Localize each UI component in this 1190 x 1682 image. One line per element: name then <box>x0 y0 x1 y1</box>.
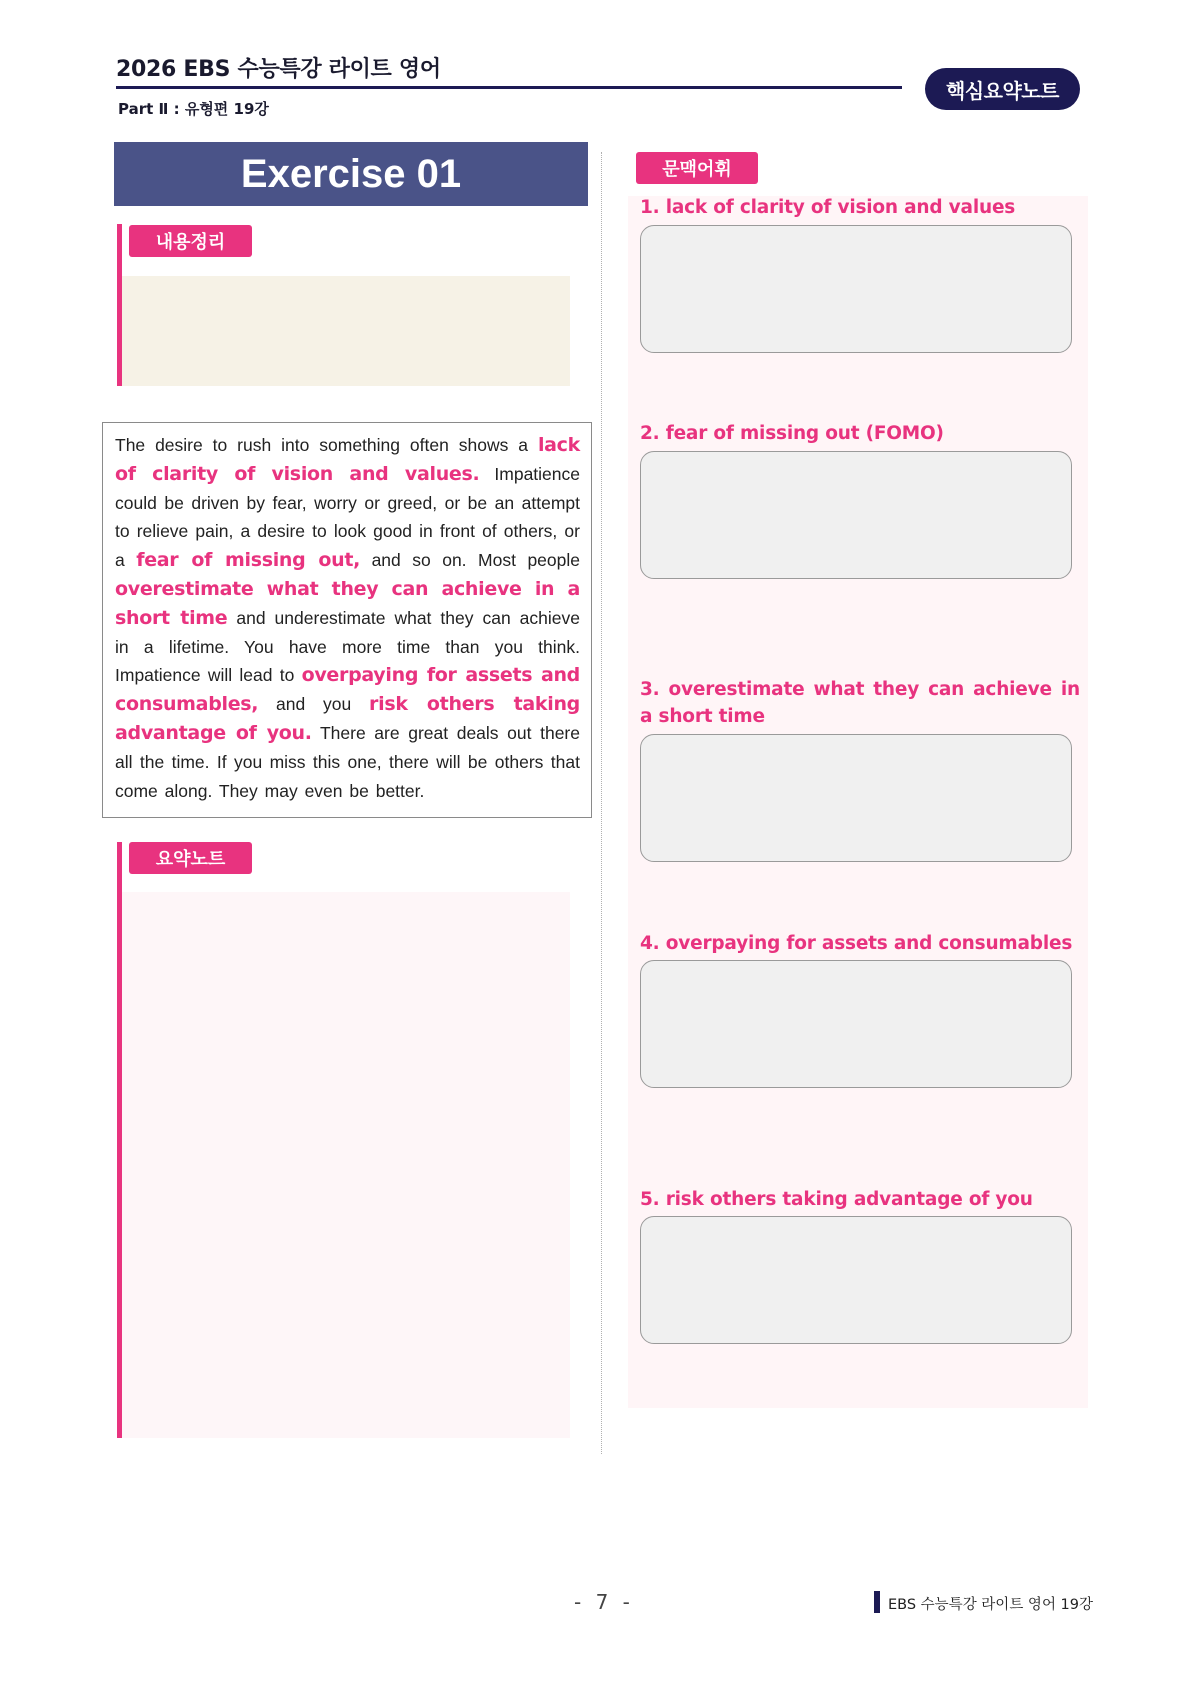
passage-segment: and underestimate what they can achieve in a lifetime. You have more time than you think. Impatience will lead to <box>115 607 580 686</box>
highlighted-phrase: lack of clarity of vision and values. <box>115 434 580 485</box>
section-badge: 핵심요약노트 <box>925 68 1080 110</box>
content-summary-tag: 내용정리 <box>129 225 252 257</box>
vocab-item-1-answer-box[interactable] <box>640 225 1072 353</box>
summary-note-tag: 요약노트 <box>129 842 252 874</box>
passage-text <box>115 431 580 805</box>
document-title: 2026 EBS 수능특강 라이트 영어 <box>116 57 441 82</box>
highlighted-phrase: fear of missing out, <box>136 549 361 572</box>
highlighted-phrase: overestimate what they can achieve in a short time <box>115 577 580 629</box>
vocab-item-2-answer-box[interactable] <box>640 451 1072 579</box>
passage-segment: and you <box>258 694 370 715</box>
header-rule <box>116 86 902 89</box>
vocab-item-5-answer-box[interactable] <box>640 1216 1072 1344</box>
vocab-item-3-title: 3. overestimate what they can achieve in a short time <box>640 679 1080 727</box>
vocab-item-3-answer-box[interactable] <box>640 734 1072 862</box>
content-summary-box[interactable] <box>122 276 570 386</box>
page-number: - 7 - <box>574 1590 634 1614</box>
summary-note-box[interactable] <box>122 892 570 1438</box>
exercise-title: Exercise 01 <box>114 142 588 206</box>
vocab-item-2-title: 2. fear of missing out (FOMO) <box>640 423 944 444</box>
passage-segment: Impatience could be driven by fear, worry or greed, or be an attempt to relieve pain, a desire to look good in front of others, or a <box>115 463 580 571</box>
passage-box <box>102 422 592 818</box>
vocab-item-5-title: 5. risk others taking advantage of you <box>640 1189 1033 1210</box>
document-subtitle: Part Ⅱ : 유형편 19강 <box>118 100 269 118</box>
passage-segment: The desire to rush into something often shows a <box>115 435 538 455</box>
highlighted-phrase: risk others taking advantage of you. <box>115 693 580 744</box>
vocab-tag: 문맥어휘 <box>636 152 758 184</box>
footer-text: EBS 수능특강 라이트 영어 19강 <box>888 1597 1094 1613</box>
column-divider <box>601 152 602 1454</box>
vocab-item-1-title: 1. lack of clarity of vision and values <box>640 197 1016 218</box>
vocab-item-4-title: 4. overpaying for assets and consumables <box>640 933 1073 954</box>
footer-accent-bar <box>874 1591 880 1613</box>
vocab-item-4-answer-box[interactable] <box>640 960 1072 1088</box>
passage-segment: and so on. Most people <box>360 550 580 571</box>
highlighted-phrase: overpaying for assets and consumables, <box>115 664 580 716</box>
passage-segment: There are great deals out there all the time. If you miss this one, there will be others that come along. They may even be better. <box>115 722 580 801</box>
